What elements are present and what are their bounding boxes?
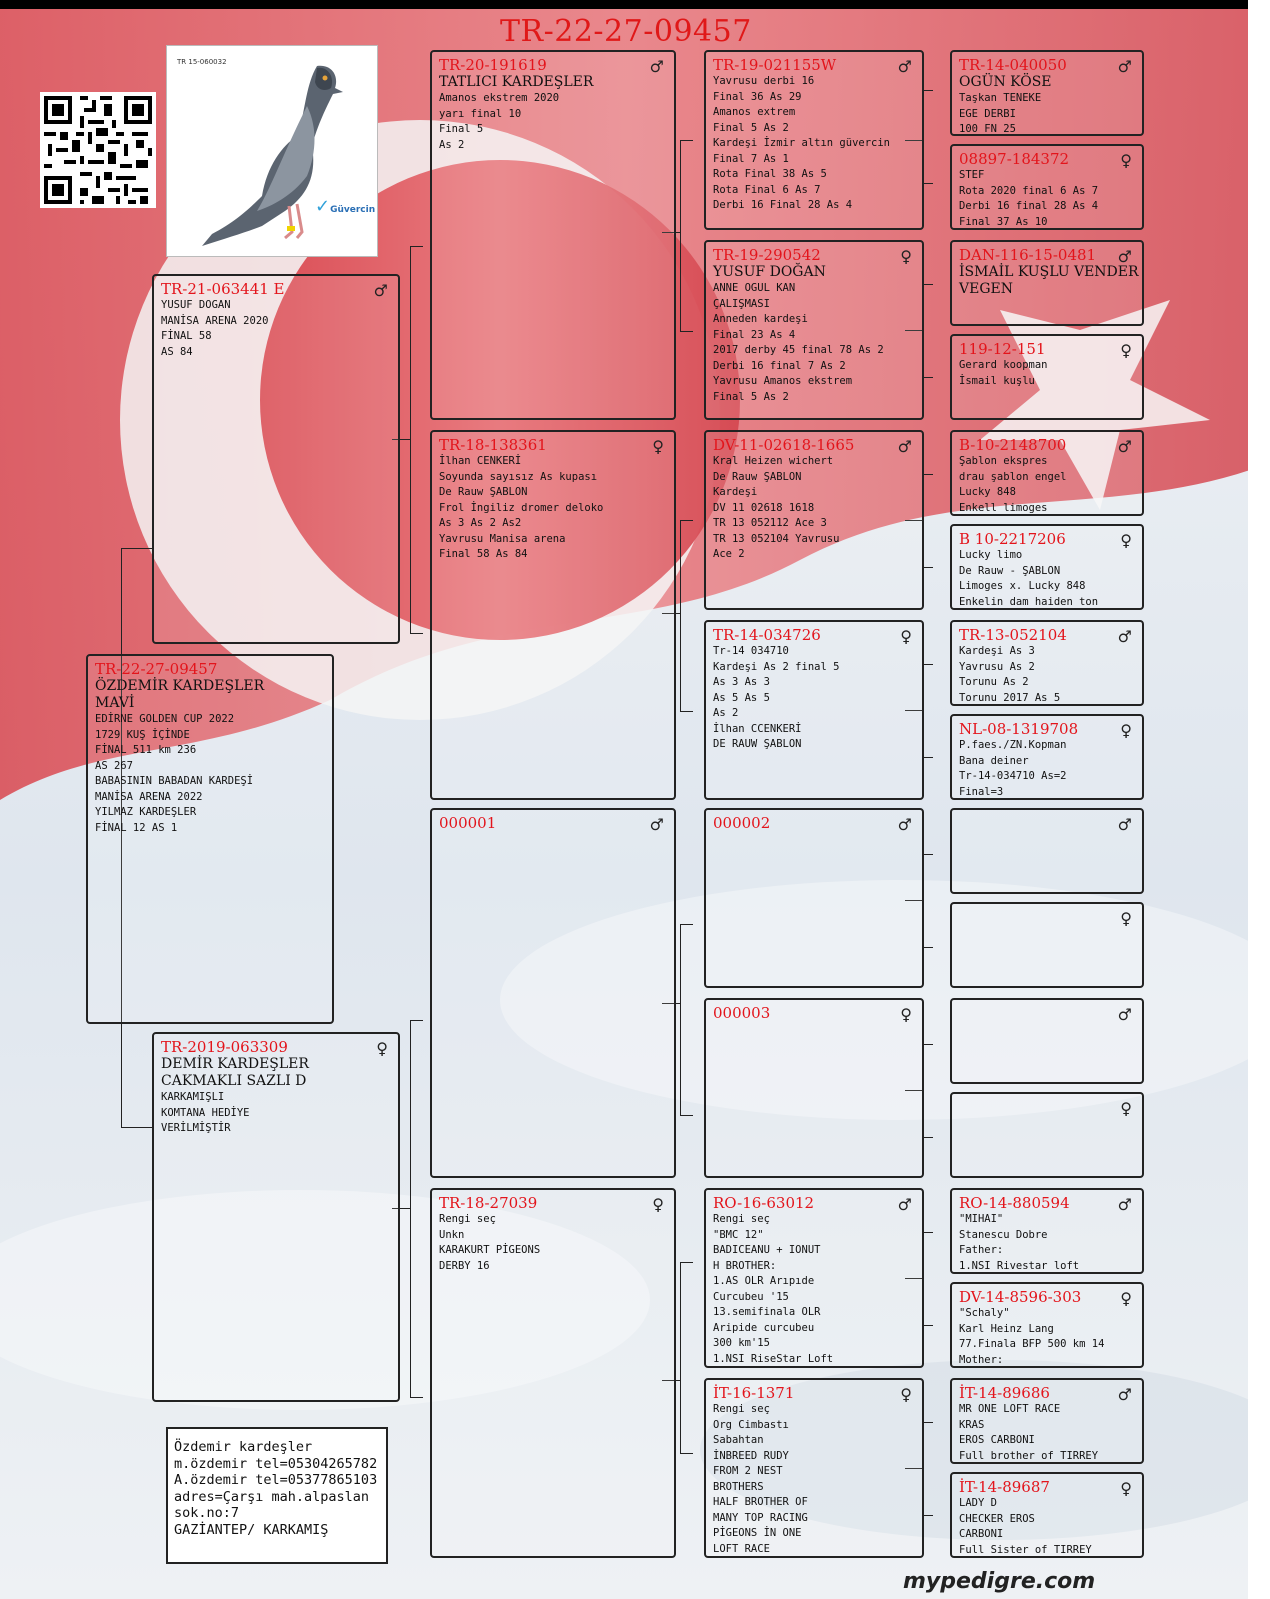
- ring-number: TR-19-290542: [713, 246, 821, 264]
- qr-code[interactable]: [40, 92, 156, 208]
- bird-info-line: 300 km'15: [713, 1337, 770, 1349]
- bird-info-line: Org Cimbastı: [713, 1418, 789, 1431]
- bird-info-line: As 2: [439, 138, 465, 151]
- bird-info-line: KOMTANA HEDİYE: [161, 1106, 250, 1119]
- bird-info-line: De Rauw ŞABLON: [439, 486, 528, 498]
- bird-name: İSMAİL KUŞLU VENDER: [959, 264, 1139, 280]
- bird-info-line: P.faes./ZN.Kopman: [959, 739, 1067, 751]
- ring-number: RO-16-63012: [713, 1194, 815, 1212]
- ring-number: TR-21-063441 E: [161, 280, 285, 298]
- bird-info-line: 13.semifinala OLR: [713, 1306, 821, 1318]
- ring-number: İT-16-1371: [713, 1384, 795, 1402]
- bird-card-sdd[interactable]: [704, 620, 924, 800]
- ring-number: [959, 1098, 1135, 1116]
- female-symbol-icon: ♀: [1120, 1479, 1132, 1498]
- top-border: [0, 0, 1270, 9]
- bird-info-line: As 3 As 2 As2: [439, 517, 522, 529]
- bird-info-line: TR 13 052112 Ace 3: [713, 517, 827, 529]
- bird-name: YUSUF DOĞAN: [713, 264, 826, 280]
- bird-info-line: BABASININ BABADAN KARDEŞİ: [95, 775, 254, 787]
- connector-gen3a: [680, 140, 693, 332]
- bird-info-line: Final 5 As 2: [713, 390, 789, 403]
- right-border: [1248, 0, 1270, 1599]
- bird-info-line: YILMAZ KARDEŞLER: [95, 806, 197, 818]
- bird-info-line: İlhan CCENKERİ: [713, 722, 802, 735]
- bird-info-line: LOFT RACE: [713, 1542, 770, 1555]
- ring-number: [959, 1004, 1135, 1022]
- bird-info-line: Full Sister of TIRREY: [959, 1543, 1092, 1556]
- bird-info-line: Torunu As 2: [959, 676, 1029, 688]
- bird-info-line: FİNAL 511 km 236: [95, 744, 197, 756]
- bird-info-line: Limoges x. Lucky 848: [959, 580, 1086, 592]
- bird-info-line: Rengi seç: [439, 1213, 496, 1225]
- bird-card-dsd[interactable]: [704, 998, 924, 1178]
- male-symbol-icon: ♂: [1117, 247, 1132, 266]
- bird-info-line: Yavrusu Amanos ekstrem: [713, 375, 853, 387]
- connector-gen2a: [410, 246, 423, 634]
- bird-info-line: Yavrusu As 2: [959, 660, 1035, 673]
- bird-info-line: drau şablon engel: [959, 470, 1067, 483]
- bird-info-line: Kardeşi As 2 final 5: [713, 660, 840, 673]
- bird-info-line: Unkn: [439, 1228, 465, 1241]
- bird-info-line: Final 5: [439, 123, 484, 135]
- bird-info-line: CARBONI: [959, 1528, 1004, 1540]
- bird-info-line: EDİRNE GOLDEN CUP 2022: [95, 713, 235, 725]
- ring-number: TR-20-191619: [439, 56, 547, 74]
- bird-card-g8[interactable]: [950, 714, 1144, 800]
- connector-gen3c: [680, 924, 693, 1116]
- bird-info-line: Full brother of TIRREY: [959, 1449, 1099, 1462]
- bird-card-g10[interactable]: [950, 902, 1144, 988]
- bird-info-line: Yavrusu Manisa arena: [439, 532, 566, 545]
- male-symbol-icon: ♂: [649, 57, 664, 76]
- bird-info-line: Mother:: [959, 1353, 1004, 1366]
- bird-info-line: VERİLMİŞTİR: [161, 1122, 231, 1134]
- ring-number: [959, 814, 1135, 832]
- ring-number: TR-18-27039: [439, 1194, 538, 1212]
- contact-line: Özdemir kardeşler: [174, 1439, 313, 1455]
- male-symbol-icon: ♂: [1117, 437, 1132, 456]
- bird-card-g5[interactable]: [950, 430, 1144, 516]
- female-symbol-icon: ♀: [1120, 1099, 1132, 1118]
- female-symbol-icon: ♀: [900, 247, 912, 266]
- male-symbol-icon: ♂: [1117, 57, 1132, 76]
- bird-info-line: Father:: [959, 1244, 1004, 1256]
- bird-info-line: "MIHAI": [959, 1213, 1004, 1225]
- bird-info-line: Sabahtan: [713, 1434, 764, 1446]
- male-symbol-icon: ♂: [1117, 627, 1132, 646]
- female-symbol-icon: ♀: [1120, 151, 1132, 170]
- bird-info-line: Lucky limo: [959, 549, 1023, 561]
- bird-info-line: TR 13 052104 Yavrusu: [713, 532, 840, 545]
- male-symbol-icon: ♂: [1117, 1005, 1132, 1024]
- bird-info-line: AS 84: [161, 345, 193, 358]
- bird-name: MAVİ: [95, 695, 135, 711]
- bird-info-line: 1.NSI RiseStar Loft: [713, 1352, 834, 1365]
- bird-card-dds[interactable]: [704, 1188, 924, 1368]
- bird-info-line: Final 5 As 2: [713, 121, 789, 134]
- bird-info-line: "Schaly": [959, 1307, 1010, 1319]
- female-symbol-icon: ♀: [900, 627, 912, 646]
- bird-card-g4[interactable]: [950, 334, 1144, 420]
- ring-number: TR-22-27-09457: [95, 660, 218, 678]
- bird-card-g1[interactable]: [950, 50, 1144, 136]
- ring-number: DAN-116-15-0481: [959, 246, 1097, 264]
- bird-card-sds[interactable]: [704, 430, 924, 610]
- ring-number: İT-14-89686: [959, 1384, 1050, 1402]
- bird-info-line: De Rauw ŞABLON: [713, 470, 802, 483]
- bird-info-line: Aripide curcubeu: [713, 1321, 815, 1334]
- ring-number: TR-18-138361: [439, 436, 547, 454]
- bird-info-line: Frol İngiliz dromer deloko: [439, 501, 604, 514]
- bird-card-sire[interactable]: [152, 274, 400, 644]
- ring-number: 000002: [713, 814, 771, 832]
- pedigree-title: TR-22-27-09457: [500, 14, 752, 49]
- bird-info-line: Rota 2020 final 6 As 7: [959, 184, 1099, 197]
- bird-info-line: Şablon ekspres: [959, 455, 1048, 467]
- bird-info-line: Enkell limoges: [959, 501, 1048, 514]
- ring-number: DV-14-8596-303: [959, 1288, 1082, 1306]
- bird-card-g14[interactable]: [950, 1282, 1144, 1368]
- contact-line: GAZİANTEP/ KARKAMIŞ: [174, 1521, 329, 1538]
- bird-info-line: FROM 2 NEST: [713, 1465, 783, 1477]
- bird-info-line: MANİSA ARENA 2020: [161, 314, 269, 327]
- bird-info-line: 1729 KUŞ İÇİNDE: [95, 728, 190, 741]
- bird-info-line: Final 37 As 10: [959, 215, 1048, 228]
- bird-info-line: DE RAUW ŞABLON: [713, 738, 802, 750]
- site-watermark[interactable]: mypedigre.com: [903, 1569, 1096, 1594]
- bird-name: VEGEN: [959, 281, 1013, 297]
- bird-card-sd[interactable]: [430, 430, 676, 800]
- bird-info-line: Final=3: [959, 785, 1004, 798]
- bird-card-g11[interactable]: [950, 998, 1144, 1084]
- ring-number: B 10-2217206: [959, 530, 1066, 548]
- bird-info-line: Torunu 2017 As 5: [959, 691, 1061, 704]
- bird-info-line: BROTHERS: [713, 1480, 764, 1493]
- contact-line: A.özdemir tel=05377865103: [174, 1472, 378, 1488]
- bird-info-line: MR ONE LOFT RACE: [959, 1403, 1061, 1415]
- bird-info-line: YUSUF DOGAN: [161, 299, 231, 311]
- bird-info-line: Amanos ekstrem 2020: [439, 92, 560, 104]
- bird-info-line: Karl Heinz Lang: [959, 1322, 1054, 1335]
- bird-info-line: yarı final 10: [439, 107, 522, 120]
- ring-number: NL-08-1319708: [959, 720, 1079, 738]
- male-symbol-icon: ♂: [897, 1195, 912, 1214]
- female-symbol-icon: ♀: [1120, 341, 1132, 360]
- ring-number: [959, 908, 1135, 926]
- bird-info-line: DERBY 16: [439, 1259, 490, 1272]
- bird-card-g13[interactable]: [950, 1188, 1144, 1274]
- connector-gen3b: [680, 520, 693, 712]
- bird-info-line: FİNAL 58: [161, 330, 212, 342]
- bird-info-line: İNBREED RUDY: [713, 1449, 789, 1462]
- bird-info-line: Tr-14-034710 As=2: [959, 770, 1067, 782]
- male-symbol-icon: ♂: [1117, 1195, 1132, 1214]
- owner-contact-box: [166, 1427, 388, 1564]
- bird-card-dam[interactable]: [152, 1032, 400, 1402]
- bird-info-line: Kral Heizen wichert: [713, 455, 834, 467]
- bird-info-line: 100 FN 25: [959, 123, 1016, 135]
- ring-number: 000001: [439, 814, 497, 832]
- bird-card-subject[interactable]: [86, 654, 334, 1024]
- bird-info-line: KARAKURT PİGEONS: [439, 1244, 541, 1256]
- bird-info-line: Taşkan TENEKE: [959, 92, 1042, 104]
- bird-info-line: Rengi seç: [713, 1213, 770, 1225]
- bird-info-line: De Rauw - ŞABLON: [959, 564, 1061, 577]
- female-symbol-icon: ♀: [1120, 909, 1132, 928]
- bird-info-line: FİNAL 12 AS 1: [95, 821, 178, 834]
- ring-number: TR-19-021155W: [713, 56, 837, 74]
- bird-info-line: PİGEONS İN ONE: [713, 1527, 802, 1539]
- ring-number: DV-11-02618-1665: [713, 436, 855, 454]
- bird-name: TATLICI KARDEŞLER: [439, 74, 594, 90]
- ring-number: B-10-2148700: [959, 436, 1067, 454]
- female-symbol-icon: ♀: [376, 1039, 388, 1058]
- bird-info-line: KARKAMIŞLI: [161, 1091, 225, 1103]
- male-symbol-icon: ♂: [649, 815, 664, 834]
- bird-info-line: Final 36 As 29: [713, 90, 802, 103]
- pigeon-image: [167, 46, 377, 256]
- bird-card-ds[interactable]: [430, 808, 676, 1178]
- contact-line: m.özdemir tel=05304265782: [174, 1455, 378, 1472]
- female-symbol-icon: ♀: [1120, 1289, 1132, 1308]
- bird-card-g3[interactable]: [950, 240, 1144, 326]
- female-symbol-icon: ♀: [1120, 721, 1132, 740]
- ring-number: TR-14-034726: [713, 626, 821, 644]
- female-symbol-icon: ♀: [900, 1005, 912, 1024]
- bird-info-line: Kardeşi İzmir altın güvercin: [713, 137, 891, 149]
- bird-info-line: Kardeşi As 3: [959, 645, 1035, 657]
- female-symbol-icon: ♀: [900, 1385, 912, 1404]
- ring-number: İT-14-89687: [959, 1478, 1050, 1496]
- bird-card-ss[interactable]: [430, 50, 676, 420]
- female-symbol-icon: ♀: [652, 1195, 664, 1214]
- connector-gen3d: [680, 1262, 693, 1454]
- bird-info-line: 1.NSI Rivestar loft: [959, 1259, 1080, 1272]
- bird-info-line: Enkelin dam haiden ton: [959, 595, 1099, 608]
- ring-number: TR-13-052104: [959, 626, 1067, 644]
- bird-info-line: Stanescu Dobre: [959, 1228, 1048, 1241]
- bird-info-line: Soyunda sayısız As kupası: [439, 470, 598, 483]
- bird-name: OGÜN KÖSE: [959, 74, 1052, 90]
- pigeon-photo: [166, 45, 378, 257]
- bird-card-ssd[interactable]: [704, 240, 924, 420]
- bird-info-line: Rota Final 38 As 5: [713, 168, 827, 180]
- ring-number: 08897-184372: [959, 150, 1070, 168]
- bird-card-ddd[interactable]: [704, 1378, 924, 1558]
- photo-caption: TR 15-060032: [177, 58, 227, 66]
- male-symbol-icon: ♂: [897, 437, 912, 456]
- ring-number: 119-12-151: [959, 340, 1046, 358]
- bird-info-line: DV 11 02618 1618: [713, 501, 815, 514]
- bird-name: ÖZDEMİR KARDEŞLER: [95, 678, 265, 694]
- contact-line: sok.no:7: [174, 1505, 240, 1521]
- male-symbol-icon: ♂: [1117, 1385, 1132, 1404]
- male-symbol-icon: ♂: [373, 281, 388, 300]
- bird-card-g7[interactable]: [950, 620, 1144, 706]
- male-symbol-icon: ♂: [897, 57, 912, 76]
- bird-info-line: Rota Final 6 As 7: [713, 183, 821, 196]
- bird-info-line: "BMC 12": [713, 1228, 764, 1241]
- bird-info-line: Curcubeu '15: [713, 1290, 789, 1303]
- bird-info-line: İsmail kuşlu: [959, 374, 1035, 387]
- bird-info-line: Gerard koopman: [959, 359, 1048, 371]
- bird-info-line: İlhan CENKERİ: [439, 455, 522, 467]
- ring-number: TR-2019-063309: [161, 1038, 288, 1056]
- bird-card-g2[interactable]: [950, 144, 1144, 230]
- male-symbol-icon: ♂: [897, 815, 912, 834]
- female-symbol-icon: ♀: [1120, 531, 1132, 550]
- bird-info-line: Bana deiner: [959, 754, 1029, 767]
- bird-info-line: Amanos extrem: [713, 106, 796, 118]
- bird-card-g6[interactable]: [950, 524, 1144, 610]
- bird-card-dd[interactable]: [430, 1188, 676, 1558]
- ring-number: 000003: [713, 1004, 771, 1022]
- bird-info-line: Tr-14 034710: [713, 645, 789, 657]
- bird-info-line: Lucky 848: [959, 486, 1016, 498]
- bird-card-g12[interactable]: [950, 1092, 1144, 1178]
- bird-info-line: Final 58 As 84: [439, 548, 528, 560]
- bird-info-line: 2017 derby 45 final 78 As 2: [713, 344, 884, 356]
- bird-info-line: As 2: [713, 707, 739, 719]
- female-symbol-icon: ♀: [652, 437, 664, 456]
- bird-info-line: MANY TOP RACING: [713, 1511, 808, 1524]
- bird-name: DEMİR KARDEŞLER: [161, 1056, 309, 1072]
- bird-card-g16[interactable]: [950, 1472, 1144, 1558]
- bird-info-line: Final 23 As 4: [713, 328, 796, 341]
- bird-info-line: Anneden kardeşi: [713, 313, 808, 325]
- bird-info-line: Derbi 16 final 7 As 2: [713, 359, 846, 372]
- male-symbol-icon: ♂: [1117, 815, 1132, 834]
- bird-info-line: Rengi seç: [713, 1403, 770, 1415]
- bird-info-line: As 5 As 5: [713, 691, 770, 704]
- bird-info-line: CHECKER EROS: [959, 1512, 1035, 1525]
- bird-info-line: KRAS: [959, 1418, 985, 1431]
- bird-card-dss[interactable]: [704, 808, 924, 988]
- bird-info-line: BADICEANU + IONUT: [713, 1244, 821, 1256]
- bird-info-line: EROS CARBONI: [959, 1434, 1035, 1446]
- connector-gen2b: [410, 1020, 423, 1398]
- bird-info-line: Final 7 As 1: [713, 152, 789, 165]
- bird-info-line: ANNE OGUL KAN: [713, 282, 796, 294]
- bird-info-line: 1.AS OLR Arıpıde: [713, 1275, 815, 1287]
- bird-info-line: Ace 2: [713, 548, 745, 560]
- bird-info-line: Derbi 16 final 28 As 4: [959, 200, 1099, 212]
- bird-info-line: H BROTHER:: [713, 1259, 777, 1272]
- bird-info-line: MANİSA ARENA 2022: [95, 790, 203, 803]
- bird-card-g9[interactable]: [950, 808, 1144, 894]
- bird-info-line: STEF: [959, 169, 985, 181]
- ring-number: RO-14-880594: [959, 1194, 1070, 1212]
- ring-number: TR-14-040050: [959, 56, 1067, 74]
- bird-info-line: HALF BROTHER OF: [713, 1496, 808, 1508]
- bird-card-g15[interactable]: [950, 1378, 1144, 1464]
- bird-name: CAKMAKLI SAZLI D: [161, 1073, 307, 1089]
- bird-info-line: Derbi 16 Final 28 As 4: [713, 199, 853, 211]
- bird-info-line: ÇALIŞMASI: [713, 297, 770, 310]
- bird-info-line: AS 267: [95, 759, 133, 772]
- bird-info-line: Yavrusu derbi 16: [713, 75, 815, 87]
- bird-info-line: LADY D: [959, 1497, 997, 1509]
- bird-info-line: As 3 As 3: [713, 676, 770, 688]
- bird-info-line: EGE DERBI: [959, 107, 1016, 120]
- bird-info-line: 77.Finala BFP 500 km 14: [959, 1338, 1105, 1350]
- contact-line: adres=Çarşı mah.alpaslan: [174, 1488, 370, 1505]
- bird-info-line: Kardeşi: [713, 486, 758, 498]
- brand-logo: ✓Güvercin: [315, 196, 376, 217]
- bird-card-sss[interactable]: [704, 50, 924, 230]
